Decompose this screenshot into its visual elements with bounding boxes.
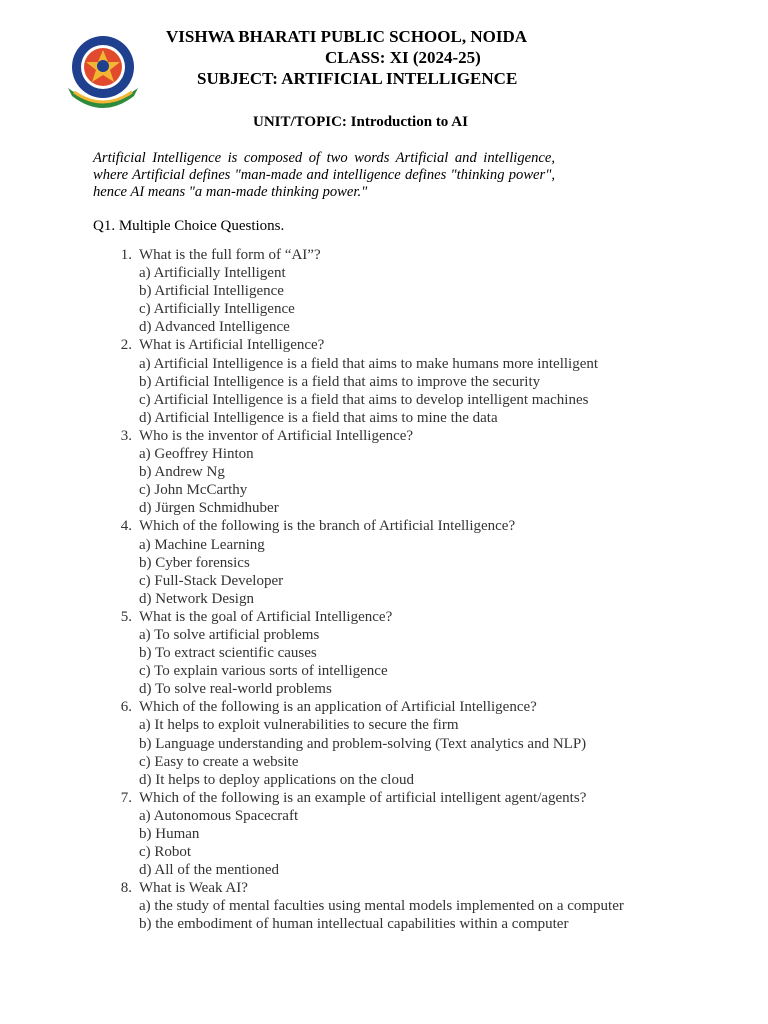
answer-option: d) Jürgen Schmidhuber: [139, 500, 279, 517]
answer-option: d) It helps to deploy applications on the cloud: [139, 771, 414, 788]
question-text: What is Artificial Intelligence?: [139, 337, 325, 354]
answer-option: d) Advanced Intelligence: [139, 319, 290, 336]
question-number: 4.: [120, 518, 132, 535]
answer-option: a) Geoffrey Hinton: [139, 446, 254, 463]
question-text: What is the goal of Artificial Intelligence?: [139, 608, 393, 625]
question-item: [116, 698, 624, 788]
question-item: [116, 608, 624, 698]
question-number: 6.: [120, 699, 132, 716]
section-title: Q1. Multiple Choice Questions.: [93, 218, 285, 234]
answer-option: c) To explain various sorts of intelligence: [139, 663, 388, 680]
answer-option: d) All of the mentioned: [139, 862, 279, 879]
question-item: [116, 517, 624, 607]
answer-option: d) Artificial Intelligence is a field that aims to mine the data: [139, 409, 498, 426]
question-number: 5.: [120, 608, 132, 625]
answer-option: a) Autonomous Spacecraft: [139, 807, 299, 824]
question-item: [116, 879, 624, 933]
answer-option: a) To solve artificial problems: [139, 626, 320, 643]
answer-option: b) Artificial Intelligence: [139, 283, 284, 300]
answer-option: c) Robot: [139, 844, 192, 861]
answer-option: b) Language understanding and problem-solving (Text analytics and NLP): [139, 735, 587, 752]
question-item: [116, 246, 624, 336]
question-text: What is the full form of “AI”?: [139, 247, 321, 263]
answer-option: c) Artificially Intelligence: [139, 301, 295, 318]
answer-option: d) Network Design: [139, 590, 254, 607]
answer-option: c) John McCarthy: [139, 482, 248, 499]
answer-option: b) Artificial Intelligence is a field that aims to improve the security: [139, 373, 541, 390]
answer-option: c) Artificial Intelligence is a field that aims to develop intelligent machines: [139, 391, 589, 408]
question-number: 8.: [120, 880, 132, 897]
question-text: Which of the following is an application of Artificial Intelligence?: [139, 699, 537, 716]
answer-option: a) Machine Learning: [139, 536, 265, 553]
answer-option: a) It helps to exploit vulnerabilities to secure the firm: [139, 717, 459, 734]
question-text: Which of the following is an example of artificial intelligent agent/agents?: [139, 789, 587, 806]
answer-option: a) Artificially Intelligent: [139, 265, 286, 282]
answer-option: b) the embodiment of human intellectual capabilities within a computer: [139, 916, 569, 933]
question-item: [116, 427, 624, 517]
question-number: 2.: [120, 337, 132, 354]
answer-option: b) Andrew Ng: [139, 464, 225, 481]
answer-option: c) Full-Stack Developer: [139, 572, 284, 589]
school-emblem-icon: [62, 30, 144, 112]
answer-option: b) To extract scientific causes: [139, 645, 317, 662]
subject-line: SUBJECT: ARTIFICIAL INTELLIGENCE: [197, 69, 518, 88]
question-list: [116, 246, 624, 934]
question-number: 1.: [120, 247, 132, 263]
answer-option: a) the study of mental faculties using mental models implemented on a computer: [139, 898, 624, 915]
question-text: Who is the inventor of Artificial Intelligence?: [139, 427, 414, 444]
class-line: CLASS: XI (2024-25): [325, 48, 481, 67]
unit-topic: UNIT/TOPIC: Introduction to AI: [253, 114, 468, 130]
answer-option: b) Human: [139, 826, 200, 842]
answer-option: a) Artificial Intelligence is a field that aims to make humans more intelligent: [139, 355, 599, 372]
question-text: What is Weak AI?: [139, 880, 248, 897]
question-item: [116, 336, 624, 426]
answer-option: b) Cyber forensics: [139, 554, 250, 571]
school-name: VISHWA BHARATI PUBLIC SCHOOL, NOIDA: [166, 27, 528, 46]
school-logo: [62, 30, 144, 112]
question-number: 7.: [120, 789, 132, 806]
question-number: 3.: [120, 427, 132, 444]
answer-option: d) To solve real-world problems: [139, 681, 332, 698]
question-item: [116, 789, 624, 879]
question-text: Which of the following is the branch of Artificial Intelligence?: [139, 518, 516, 535]
answer-option: c) Easy to create a website: [139, 753, 299, 770]
intro-paragraph: Artificial Intelligence is composed of two words Artificial and intelligence, where Artificial defines "man-made and intelligence defines "thinking power", hence AI means "a man-made thinking power.": [93, 150, 555, 200]
